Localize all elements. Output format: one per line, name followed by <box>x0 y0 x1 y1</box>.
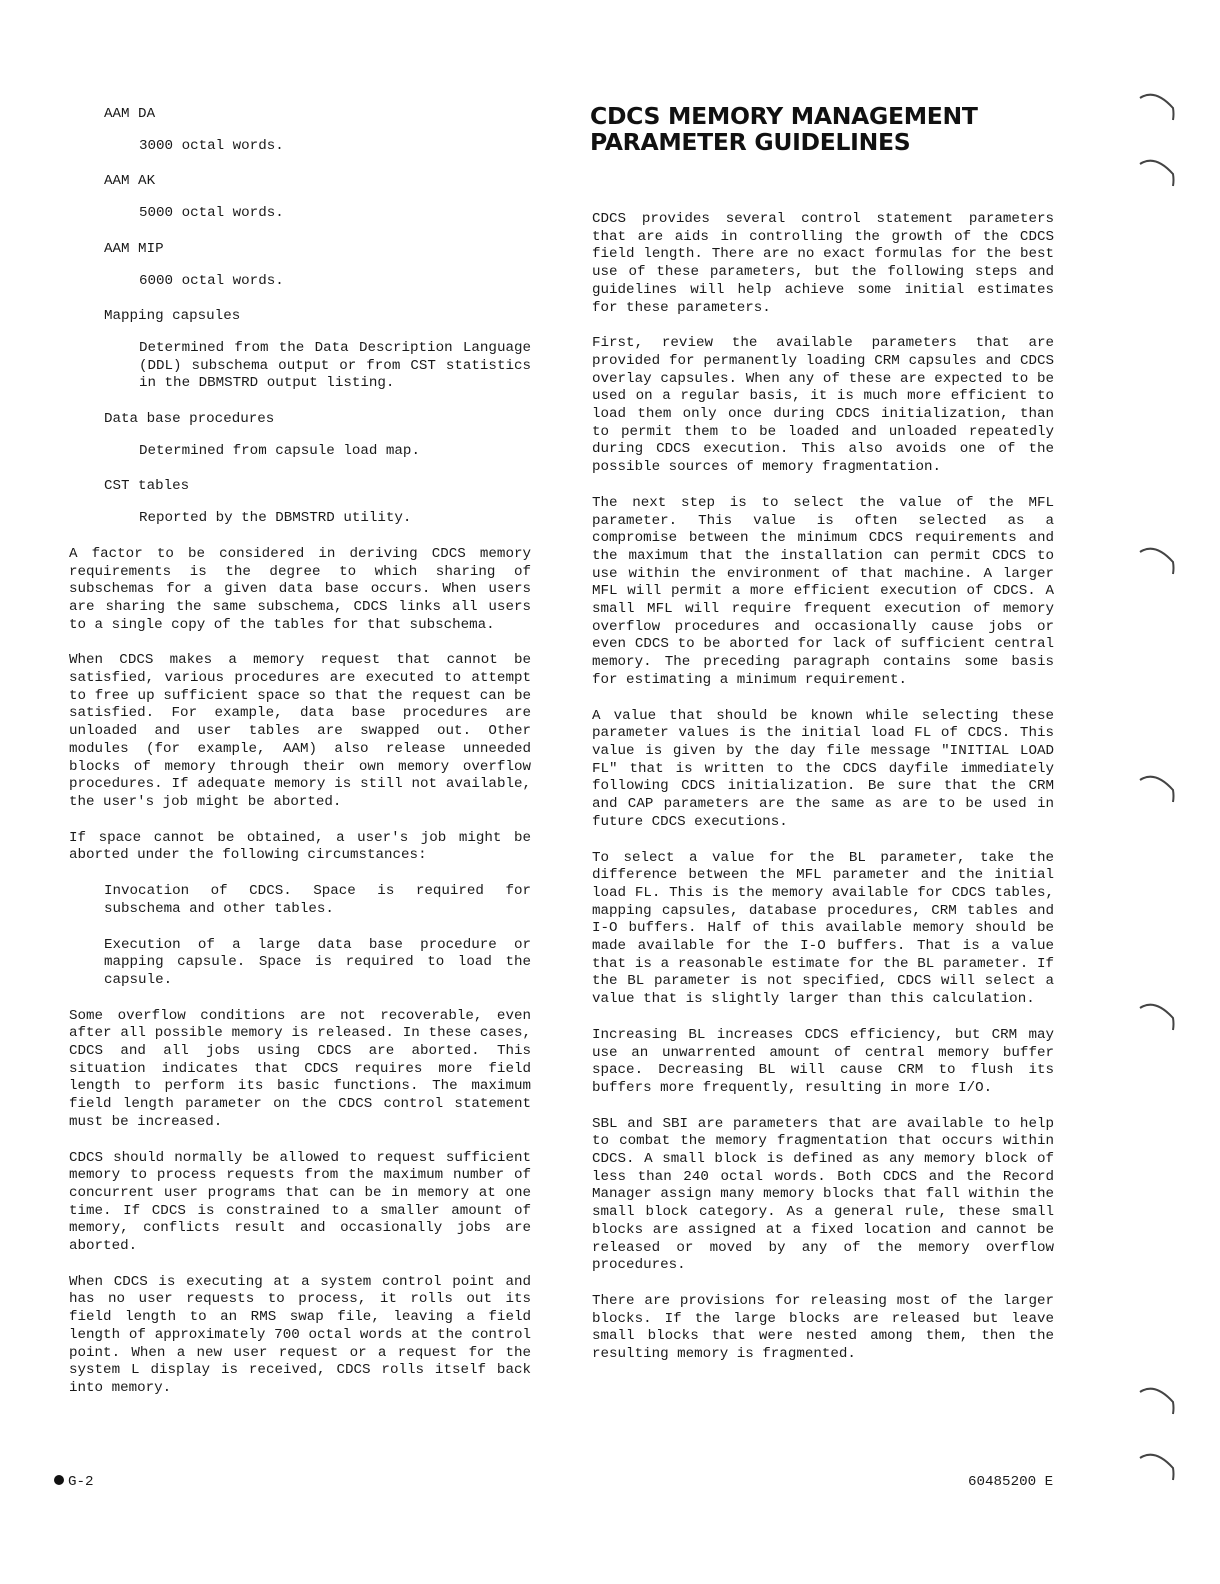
term-cst-tables: CST tables <box>104 478 190 495</box>
paragraph: A factor to be considered in deriving CDCS memory requirements is the degree to which sharing of subschemas for a given data base occurs. When users are sharing the same subschema, CDCS links all users to a single copy of the tables for that subschema. <box>69 545 531 633</box>
paragraph: There are provisions for releasing most of the larger blocks. If the large blocks are released but leave small blocks that were nested among them, then the resulting memory is fragmented. <box>592 1292 1054 1363</box>
binder-hole-icon <box>1137 1446 1177 1482</box>
document-number: 60485200 E <box>968 1474 1054 1490</box>
paragraph: CDCS should normally be allowed to request sufficient memory to process requests from the maximum number of concurrent user programs that can be in memory at one time. If CDCS is constrained to a smaller amount of memory, conflicts result and occasionally jobs are aborted. <box>69 1149 531 1255</box>
paragraph: When CDCS makes a memory request that cannot be satisfied, various procedures are executed to attempt to free up sufficient space so that the request can be satisfied. For example, data base procedures are unloaded and user tables are swapped out. Other modules (for example, AAM) also release unneeded blocks of memory through their own memory overflow procedures. If adequate memory is still not available, the user's job might be aborted. <box>69 652 531 810</box>
term-data-base-procedures: Data base procedures <box>104 411 275 428</box>
paragraph: Increasing BL increases CDCS efficiency, but CRM may use an unwarrented amount of central memory buffer space. Decreasing BL will cause CRM to flush its buffers more frequently, resulting in more I/O. <box>592 1026 1054 1096</box>
binder-hole-icon <box>1137 152 1177 188</box>
right-column <box>592 211 1054 1382</box>
paragraph: A value that should be known while selecting these parameter values is the initial load FL of CDCS. This value is given by the day file message "INITIAL LOAD FL" that is written to the CDCS dayfile immediately following CDCS initialization. Be sure that the CRM and CAP parameters are the same as are to be used in future CDCS executions. <box>592 707 1054 830</box>
paragraph: First, review the available parameters that are provided for permanently loading CRM capsules and CDCS overlay capsules. When any of these are expected to be used on a regular basis, it is much more efficient to load them only once during CDCS initialization, than to permit them to be loaded and unloaded repeatedly during CDCS execution. This also avoids one of the possible sources of memory fragmentation. <box>592 335 1054 476</box>
paragraph: The next step is to select the value of the MFL parameter. This value is often selected as a compromise between the minimum CDCS requirements and the maximum that the installation can permit CDCS to use within the environment of that machine. A larger MFL will permit a more efficient execution of CDCS. A small MFL will require frequent execution of memory overflow procedures and occasionally cause jobs or even CDCS to be aborted for lack of sufficient central memory. The preceding paragraph contains some basis for estimating a minimum requirement. <box>592 494 1054 688</box>
desc-aam-da: 3000 octal words. <box>139 137 284 154</box>
binder-hole-icon <box>1137 540 1177 576</box>
paragraph: Some overflow conditions are not recoverable, even after all possible memory is released. In these cases, CDCS and all jobs using CDCS are aborted. This situation indicates that CDCS requires more field length to perform its basic functions. The maximum field length parameter on the CDCS control statement must be increased. <box>69 1007 531 1130</box>
circumstance-item: Execution of a large data base procedure or mapping capsule. Space is required to load the capsule. <box>104 936 531 988</box>
paragraph: If space cannot be obtained, a user's job might be aborted under the following circumstances: <box>69 829 531 864</box>
desc-aam-ak: 5000 octal words. <box>139 205 284 222</box>
binder-hole-icon <box>1137 86 1177 122</box>
term-aam-ak: AAM AK <box>104 173 156 190</box>
paragraph: SBL and SBI are parameters that are available to help to combat the memory fragmentation that occurs within CDCS. A small block is defined as any memory block of less than 240 octal words. Both CDCS and the Record Manager assign many memory blocks that fall within the small block category. As a general rule, these small blocks are assigned at a fixed location and cannot be released or moved by any of the memory overflow procedures. <box>592 1115 1054 1274</box>
definition-list <box>69 106 531 528</box>
page-number <box>54 1474 94 1490</box>
left-column <box>69 106 531 1416</box>
desc-data-base-procedures: Determined from capsule load map. <box>139 442 420 459</box>
paragraph: CDCS provides several control statement parameters that are aids in controlling the growth of the CDCS field length. There are no exact formulas for the best use of these parameters, but the following steps and guidelines will help achieve some initial estimates for these parameters. <box>592 211 1054 316</box>
desc-mapping-capsules: Determined from the Data Description Language (DDL) subschema output or from CST statistics in the DBMSTRD output listing. <box>139 339 531 392</box>
desc-aam-mip: 6000 octal words. <box>139 272 284 289</box>
binder-hole-icon <box>1137 768 1177 804</box>
binder-hole-icon <box>1137 1380 1177 1416</box>
heading-line-1: CDCS MEMORY MANAGEMENT <box>590 102 978 130</box>
term-aam-da: AAM DA <box>104 106 156 122</box>
section-heading <box>590 103 978 155</box>
paragraph: When CDCS is executing at a system control point and has no user requests to process, it rolls out its field length to an RMS swap file, leaving a field length of approximately 700 octal words at the control point. When a new user request or a request for the system L display is received, CDCS rolls itself back into memory. <box>69 1273 531 1396</box>
bullet-icon <box>54 1475 64 1485</box>
desc-cst-tables: Reported by the DBMSTRD utility. <box>139 510 412 527</box>
circumstance-item: Invocation of CDCS. Space is required for subschema and other tables. <box>104 883 531 917</box>
paragraph: To select a value for the BL parameter, take the difference between the MFL parameter and the initial load FL. This is the memory available for CDCS tables, mapping capsules, database procedures, CRM tables and I-O buffers. Half of this available memory should be made available for the I-O buffers. That is a value that is a reasonable estimate for the BL parameter. If the BL parameter is not specified, CDCS will select a value that is slightly larger than this calculation. <box>592 849 1054 1008</box>
term-mapping-capsules: Mapping capsules <box>104 308 241 325</box>
term-aam-mip: AAM MIP <box>104 240 164 257</box>
page-number-text: G-2 <box>68 1474 94 1490</box>
heading-line-2: PARAMETER GUIDELINES <box>590 128 911 156</box>
binder-hole-icon <box>1137 996 1177 1032</box>
